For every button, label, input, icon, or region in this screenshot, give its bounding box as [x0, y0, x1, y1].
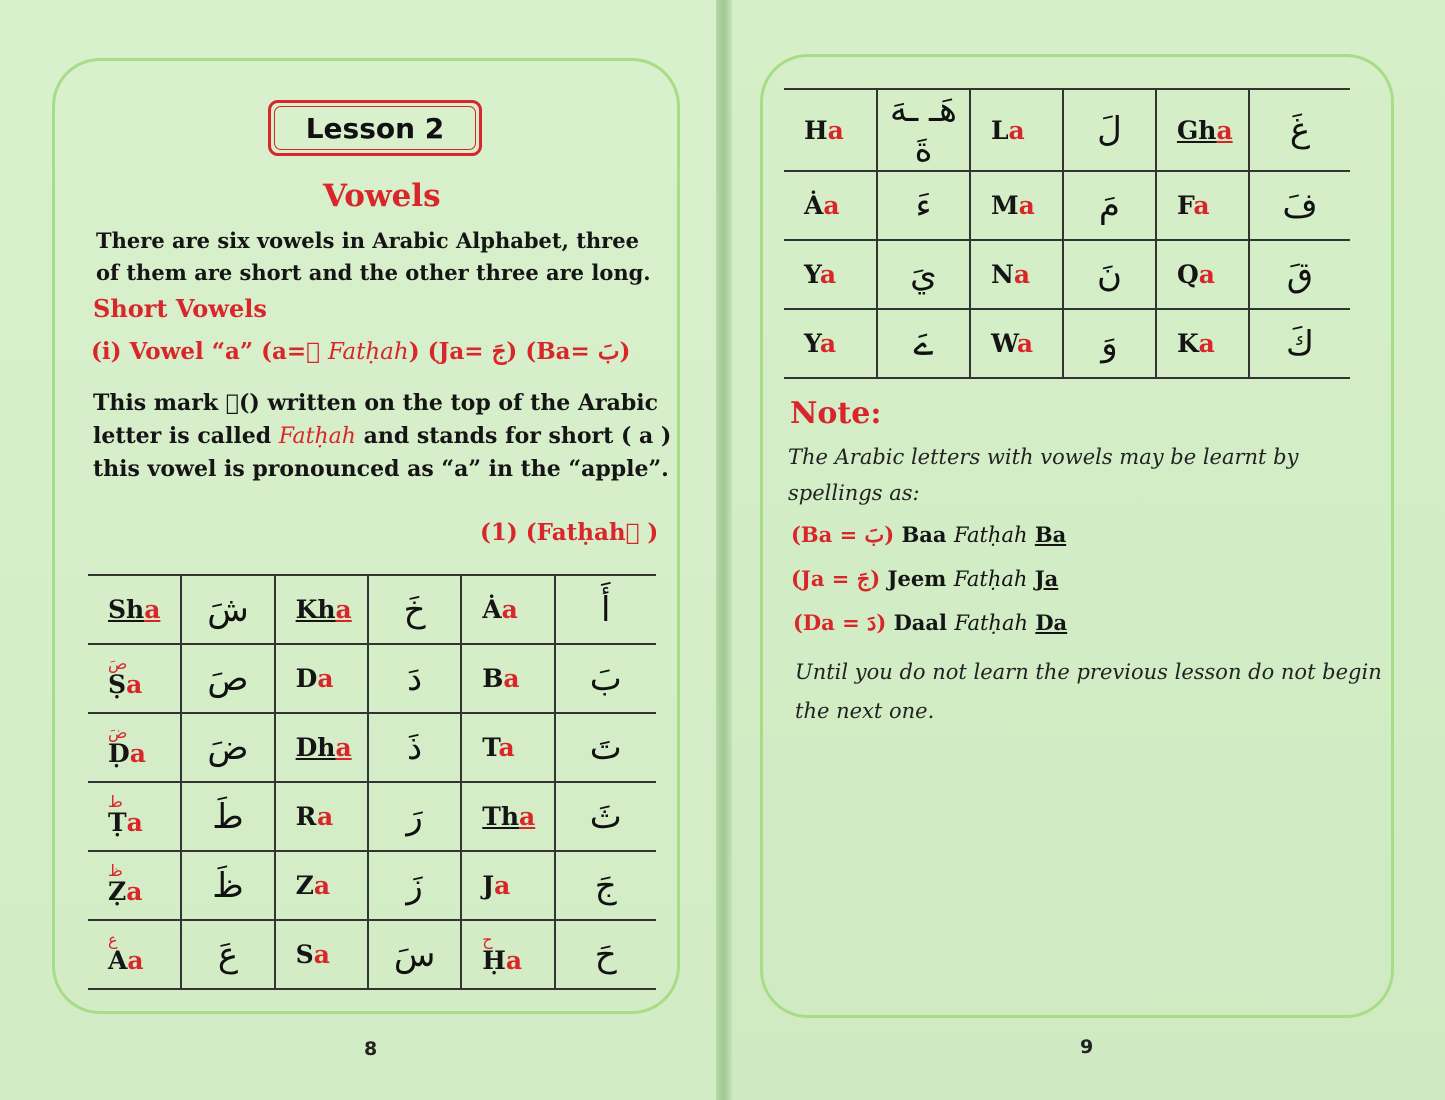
vowel-text: a [819, 329, 837, 358]
arabic-letter-cell: ءَ [877, 171, 970, 240]
vowel-line-prefix: (i) Vowel “a” (a= [91, 338, 328, 365]
consonant-text: Ṭ [108, 808, 127, 837]
transliteration-cell [275, 644, 368, 713]
intro-line-1: There are six vowels in Arabic Alphabet, three [96, 228, 639, 253]
arabic-letter-cell: وَ [1063, 309, 1156, 378]
section-title: Vowels [323, 178, 441, 214]
consonant-text: Q [1176, 260, 1199, 289]
arabic-letter-cell: ذَ [368, 713, 461, 782]
vowel-text: a [501, 595, 518, 624]
consonant-text: K [1176, 329, 1199, 358]
vowel-text: a [1018, 191, 1035, 220]
arabic-letter-cell: جَ [555, 851, 656, 920]
spelling-name: Jeem [887, 566, 947, 591]
small-letter-hint: ح [482, 930, 493, 949]
vowel-text: a [126, 808, 143, 837]
vowel-line-fathah: Fatḥah [328, 339, 409, 365]
consonant-text: Gh [1176, 115, 1217, 145]
spelling-open: (Ba = بَ) [791, 522, 895, 547]
transliteration-cell [970, 309, 1063, 378]
consonant-text: J [482, 871, 495, 900]
consonant-text: L [990, 115, 1009, 145]
consonant-text: R [295, 802, 317, 831]
vowel-text: a [1198, 260, 1215, 289]
vowel-text: a [503, 664, 520, 693]
consonant-text: B [482, 664, 504, 693]
small-letter-hint: ع [108, 930, 118, 949]
vowel-a-line [91, 338, 630, 365]
spelling-fathah: Fatḥah [954, 611, 1028, 635]
arabic-letter-cell: غَ [1249, 89, 1350, 171]
spelling-row [793, 610, 1067, 635]
spelling-open: (Da = دَ) [793, 610, 887, 635]
consonant-text: Ḥ [482, 946, 506, 975]
arabic-letter-cell: زَ [368, 851, 461, 920]
vowel-text: a [1198, 329, 1215, 358]
table-row [88, 920, 656, 989]
vowel-text: a [519, 802, 536, 831]
spelling-row [791, 566, 1058, 591]
vowel-text: a [316, 802, 334, 831]
consonant-text: Ẓ [108, 877, 127, 906]
consonant-text: Dh [295, 733, 336, 762]
transliteration-cell [88, 920, 181, 989]
vowel-line-ja: (Ja= جَ) [427, 338, 518, 365]
consonant-text: D [295, 664, 318, 693]
consonant-text: M [990, 191, 1019, 220]
vowel-text: a [129, 739, 146, 768]
spelling-fathah: Fatḥah [953, 523, 1028, 547]
vowel-text: a [505, 946, 523, 975]
desc-line-2 [93, 423, 671, 449]
transliteration-cell [275, 713, 368, 782]
until-line-2: the next one. [795, 699, 935, 723]
arabic-letter-cell: فَ [1249, 171, 1350, 240]
transliteration-cell [1156, 240, 1249, 309]
consonant-text: S [295, 940, 314, 969]
transliteration-cell [275, 851, 368, 920]
consonant-text: W [990, 329, 1017, 358]
transliteration-cell [1156, 171, 1249, 240]
desc-line-2-fathah: Fatḥah [278, 424, 356, 449]
transliteration-cell [461, 575, 554, 644]
transliteration-cell [784, 89, 877, 171]
arabic-letter-cell: ظَ [181, 851, 274, 920]
vowel-text: a [827, 115, 844, 145]
table-row [88, 851, 656, 920]
spelling-result: Ja [1034, 566, 1059, 591]
transliteration-cell [461, 644, 554, 713]
table-row [784, 89, 1350, 171]
lesson-label: Lesson 2 [305, 111, 445, 145]
transliteration-cell [784, 171, 877, 240]
arabic-letter-cell: شَ [181, 575, 274, 644]
vowel-text: a [313, 940, 330, 969]
arabic-letter-cell: ضَ [181, 713, 274, 782]
vowel-text: a [126, 670, 143, 699]
table-row [88, 644, 656, 713]
consonant-text: Y [804, 260, 820, 289]
vowel-text: a [127, 946, 144, 975]
transliteration-cell [275, 575, 368, 644]
arabic-letter-cell: يَ [877, 240, 970, 309]
consonant-text: Th [482, 802, 520, 831]
consonant-text: T [482, 733, 499, 762]
table-row [784, 171, 1350, 240]
transliteration-cell [275, 782, 368, 851]
arabic-letter-cell: كَ [1249, 309, 1350, 378]
vowel-text: a [126, 877, 143, 906]
desc-line-2b: and stands for short ( a ) [355, 423, 672, 449]
transliteration-cell [88, 644, 181, 713]
transliteration-cell [461, 713, 554, 782]
table-row [784, 240, 1350, 309]
consonant-text: Ṣ [108, 670, 127, 699]
arabic-letter-cell: مَ [1063, 171, 1156, 240]
arabic-letter-cell: قَ [1249, 240, 1350, 309]
note-title: Note: [790, 396, 882, 431]
transliteration-cell [784, 309, 877, 378]
consonant-text: F [1176, 191, 1194, 220]
transliteration-cell [461, 851, 554, 920]
consonant-text: N [990, 260, 1014, 289]
consonant-text: Sh [108, 595, 145, 624]
spelling-result: Da [1035, 610, 1068, 635]
book-gutter [716, 0, 732, 1100]
arabic-letter-cell: ثَ [555, 782, 656, 851]
desc-line-2a: letter is called [93, 423, 279, 449]
table-row [88, 575, 656, 644]
arabic-letter-cell: طَ [181, 782, 274, 851]
note-line-1: The Arabic letters with vowels may be learnt by [788, 445, 1299, 469]
page-number-left: 8 [364, 1038, 378, 1060]
arabic-letter-cell: رَ [368, 782, 461, 851]
arabic-letter-cell: نَ [1063, 240, 1156, 309]
transliteration-cell [970, 89, 1063, 171]
spelling-open: (Ja = جَ) [791, 566, 881, 591]
vowel-line-close: ) [408, 338, 420, 365]
small-letter-hint: صَ [108, 654, 128, 673]
small-letter-hint: ضَ [108, 723, 128, 742]
arabic-letter-cell: خَ [368, 575, 461, 644]
vowel-text: a [1193, 191, 1210, 220]
vowel-text: a [498, 733, 515, 762]
left-letters-table [88, 574, 656, 990]
transliteration-cell [1156, 309, 1249, 378]
transliteration-cell [275, 920, 368, 989]
vowel-text: a [823, 191, 840, 220]
arabic-letter-cell: تَ [555, 713, 656, 782]
arabic-letter-cell: سَ [368, 920, 461, 989]
desc-line-1: This mark (َ) written on the top of the Arabic [93, 390, 659, 416]
consonant-text: Z [295, 871, 314, 900]
transliteration-cell [88, 851, 181, 920]
vowel-text: a [317, 664, 334, 693]
note-line-2: spellings as: [788, 481, 920, 505]
vowel-line-ba: (Ba= بَ) [525, 338, 631, 365]
transliteration-cell [88, 713, 181, 782]
arabic-letter-cell: هَـ ـهَ ةَ [877, 89, 970, 171]
vowel-text: a [494, 871, 511, 900]
consonant-text: A [108, 946, 128, 975]
consonant-text: Ȧ [482, 595, 502, 624]
consonant-text: Ȧ [804, 191, 824, 220]
transliteration-cell [1156, 89, 1249, 171]
lesson-title-box [268, 100, 482, 156]
small-letter-hint: ظ [108, 861, 123, 880]
vowel-text: a [1216, 115, 1233, 145]
vowel-text: a [819, 260, 837, 289]
consonant-text: Ḍ [108, 739, 130, 768]
arabic-letter-cell: ےَ [877, 309, 970, 378]
transliteration-cell [970, 240, 1063, 309]
transliteration-cell [784, 240, 877, 309]
arabic-letter-cell: لَ [1063, 89, 1156, 171]
transliteration-cell [461, 920, 554, 989]
small-letter-hint: ط [108, 792, 123, 811]
transliteration-cell [970, 171, 1063, 240]
spelling-name: Daal [893, 610, 947, 635]
desc-line-3: this vowel is pronounced as “a” in the “apple”. [93, 456, 669, 482]
spelling-row [791, 522, 1066, 547]
vowel-text: a [335, 595, 352, 624]
vowel-text: a [1008, 115, 1025, 145]
vowel-text: a [144, 595, 161, 624]
vowel-text: a [1016, 329, 1034, 358]
fathah-example: (1) (Fatḥah َ) [480, 519, 659, 546]
consonant-text: H [804, 115, 828, 145]
consonant-text: Y [804, 329, 820, 358]
intro-line-2: of them are short and the other three are long. [96, 260, 651, 285]
arabic-letter-cell: أَ [555, 575, 656, 644]
table-row [88, 713, 656, 782]
vowel-text: a [313, 871, 331, 900]
transliteration-cell [88, 782, 181, 851]
arabic-letter-cell: حَ [555, 920, 656, 989]
short-vowels-title: Short Vowels [93, 294, 267, 323]
transliteration-cell [88, 575, 181, 644]
arabic-letter-cell: بَ [555, 644, 656, 713]
consonant-text: Kh [295, 595, 336, 624]
vowel-text: a [335, 733, 352, 762]
page-number-right: 9 [1080, 1036, 1094, 1058]
arabic-letter-cell: دَ [368, 644, 461, 713]
table-row [88, 782, 656, 851]
table-row [784, 309, 1350, 378]
spelling-result: Ba [1034, 522, 1067, 547]
arabic-letter-cell: صَ [181, 644, 274, 713]
spelling-fathah: Fatḥah [953, 567, 1028, 591]
spelling-name: Baa [901, 522, 947, 547]
right-letters-table [784, 88, 1350, 379]
arabic-letter-cell: عَ [181, 920, 274, 989]
transliteration-cell [461, 782, 554, 851]
until-line-1: Until you do not learn the previous lesson do not begin [795, 660, 1382, 684]
vowel-text: a [1013, 260, 1031, 289]
